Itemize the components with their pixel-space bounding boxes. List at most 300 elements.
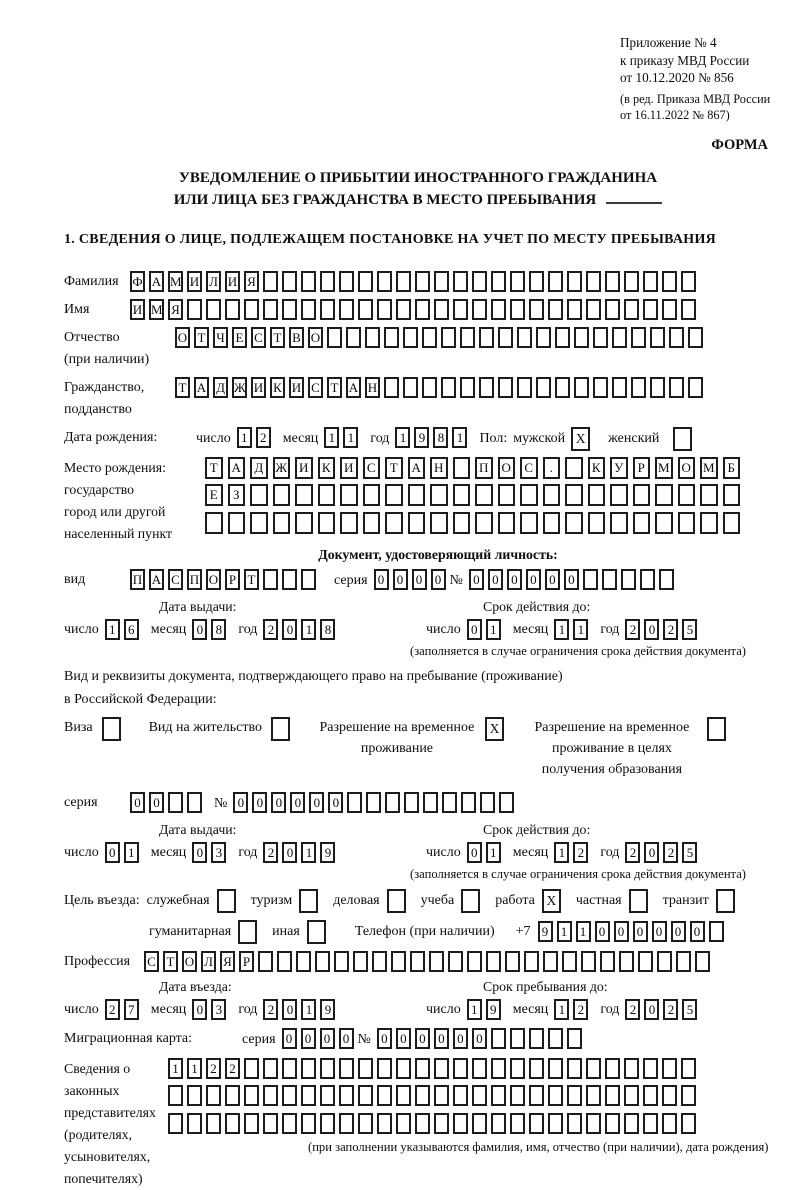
surname-char-box[interactable]	[358, 271, 373, 292]
legal-reps-char-box[interactable]	[225, 1085, 240, 1106]
legal-reps-char-box[interactable]	[567, 1085, 582, 1106]
legal-reps-char-box[interactable]	[453, 1085, 468, 1106]
legal-reps-char-box[interactable]	[339, 1058, 354, 1079]
legal-reps-char-box[interactable]	[643, 1113, 658, 1134]
legal-reps-char-box[interactable]	[624, 1113, 639, 1134]
residence-number-box[interactable]: 0	[309, 792, 324, 813]
phone-digit-box[interactable]	[709, 921, 724, 942]
birthplace-char-box[interactable]	[498, 512, 516, 534]
legal-reps-char-box[interactable]: 2	[206, 1058, 221, 1079]
given-name-char-box[interactable]	[396, 299, 411, 320]
legal-reps-char-box[interactable]	[415, 1085, 430, 1106]
birthplace-char-box[interactable]	[430, 484, 448, 506]
citizenship-char-box[interactable]	[650, 377, 665, 398]
patronymic-char-box[interactable]	[555, 327, 570, 348]
given-name-char-box[interactable]	[453, 299, 468, 320]
doc-number-box[interactable]: 0	[564, 569, 579, 590]
patronymic-char-box[interactable]	[365, 327, 380, 348]
surname-char-box[interactable]	[681, 271, 696, 292]
legal-reps-char-box[interactable]	[567, 1058, 582, 1079]
legal-reps-char-box[interactable]	[472, 1085, 487, 1106]
legal-reps-char-box[interactable]	[662, 1113, 677, 1134]
legal-reps-char-box[interactable]	[605, 1113, 620, 1134]
valid-year-box[interactable]: 5	[682, 619, 697, 640]
citizenship-char-box[interactable]: Т	[327, 377, 342, 398]
birthplace-char-box[interactable]	[700, 512, 718, 534]
doc-series-box[interactable]: 0	[393, 569, 408, 590]
legal-reps-char-box[interactable]	[434, 1085, 449, 1106]
birthplace-char-box[interactable]: П	[475, 457, 493, 479]
birthplace-char-box[interactable]	[408, 512, 426, 534]
patronymic-char-box[interactable]: О	[308, 327, 323, 348]
valid-day-box[interactable]: 1	[486, 619, 501, 640]
birthplace-char-box[interactable]	[228, 512, 246, 534]
phone-digit-box[interactable]: 0	[690, 921, 705, 942]
stay-month-box[interactable]: 2	[573, 999, 588, 1020]
citizenship-char-box[interactable]	[422, 377, 437, 398]
residence-number-box[interactable]	[461, 792, 476, 813]
issue-day-box[interactable]: 6	[124, 619, 139, 640]
legal-reps-char-box[interactable]	[320, 1058, 335, 1079]
doc-number-box[interactable]: 0	[507, 569, 522, 590]
phone-digit-box[interactable]: 0	[671, 921, 686, 942]
surname-char-box[interactable]	[567, 271, 582, 292]
surname-char-box[interactable]	[396, 271, 411, 292]
patronymic-char-box[interactable]	[612, 327, 627, 348]
birthplace-char-box[interactable]: Д	[250, 457, 268, 479]
citizenship-char-box[interactable]	[631, 377, 646, 398]
birthplace-char-box[interactable]: Р	[633, 457, 651, 479]
citizenship-char-box[interactable]	[384, 377, 399, 398]
legal-reps-char-box[interactable]	[681, 1058, 696, 1079]
patronymic-char-box[interactable]: Т	[270, 327, 285, 348]
issue-year-box[interactable]: 0	[282, 842, 297, 863]
given-name-char-box[interactable]	[529, 299, 544, 320]
migration-number-box[interactable]	[491, 1028, 506, 1049]
patronymic-char-box[interactable]	[346, 327, 361, 348]
surname-char-box[interactable]	[453, 271, 468, 292]
entry-year-box[interactable]: 2	[263, 999, 278, 1020]
legal-reps-char-box[interactable]	[567, 1113, 582, 1134]
legal-reps-char-box[interactable]	[301, 1113, 316, 1134]
issue-month-box[interactable]: 8	[211, 619, 226, 640]
birthplace-char-box[interactable]	[723, 512, 741, 534]
legal-reps-char-box[interactable]: 1	[168, 1058, 183, 1079]
profession-char-box[interactable]	[410, 951, 425, 972]
birthplace-char-box[interactable]	[520, 484, 538, 506]
citizenship-char-box[interactable]: Ж	[232, 377, 247, 398]
legal-reps-char-box[interactable]	[263, 1085, 278, 1106]
birthplace-char-box[interactable]	[610, 512, 628, 534]
issue-year-box[interactable]: 2	[263, 842, 278, 863]
surname-char-box[interactable]	[415, 271, 430, 292]
birthplace-char-box[interactable]	[655, 484, 673, 506]
issue-day-box[interactable]: 1	[124, 842, 139, 863]
birthplace-char-box[interactable]: М	[655, 457, 673, 479]
surname-char-box[interactable]	[643, 271, 658, 292]
legal-reps-char-box[interactable]	[244, 1113, 259, 1134]
birthplace-char-box[interactable]	[273, 484, 291, 506]
legal-reps-char-box[interactable]	[301, 1058, 316, 1079]
patronymic-char-box[interactable]: С	[251, 327, 266, 348]
birthplace-char-box[interactable]: Ж	[273, 457, 291, 479]
birthplace-char-box[interactable]: Т	[385, 457, 403, 479]
citizenship-char-box[interactable]	[688, 377, 703, 398]
migration-series-box[interactable]: 0	[320, 1028, 335, 1049]
birthplace-char-box[interactable]: А	[408, 457, 426, 479]
profession-char-box[interactable]	[676, 951, 691, 972]
doc-type-char-box[interactable]: П	[130, 569, 145, 590]
profession-char-box[interactable]	[448, 951, 463, 972]
given-name-char-box[interactable]	[187, 299, 202, 320]
surname-char-box[interactable]	[263, 271, 278, 292]
given-name-char-box[interactable]: М	[149, 299, 164, 320]
given-name-char-box[interactable]	[624, 299, 639, 320]
citizenship-char-box[interactable]	[574, 377, 589, 398]
doc-type-char-box[interactable]	[301, 569, 316, 590]
doc-type-char-box[interactable]: П	[187, 569, 202, 590]
profession-char-box[interactable]	[486, 951, 501, 972]
phone-digit-box[interactable]: 9	[538, 921, 553, 942]
phone-digit-box[interactable]: 1	[557, 921, 572, 942]
birthplace-char-box[interactable]	[385, 484, 403, 506]
legal-reps-char-box[interactable]	[586, 1058, 601, 1079]
birthplace-char-box[interactable]	[250, 484, 268, 506]
birthplace-char-box[interactable]: И	[340, 457, 358, 479]
migration-number-box[interactable]: 0	[453, 1028, 468, 1049]
birthplace-char-box[interactable]	[565, 484, 583, 506]
legal-reps-char-box[interactable]	[168, 1113, 183, 1134]
birthplace-char-box[interactable]	[633, 512, 651, 534]
profession-char-box[interactable]	[467, 951, 482, 972]
doc-number-box[interactable]: 0	[545, 569, 560, 590]
legal-reps-char-box[interactable]	[662, 1058, 677, 1079]
birthplace-char-box[interactable]: Т	[205, 457, 223, 479]
given-name-char-box[interactable]	[244, 299, 259, 320]
residence-number-box[interactable]: 0	[233, 792, 248, 813]
birthplace-char-box[interactable]	[340, 484, 358, 506]
legal-reps-char-box[interactable]	[548, 1113, 563, 1134]
legal-reps-char-box[interactable]: 1	[187, 1058, 202, 1079]
given-name-char-box[interactable]	[263, 299, 278, 320]
birthplace-char-box[interactable]	[520, 512, 538, 534]
given-name-char-box[interactable]: Я	[168, 299, 183, 320]
birthplace-char-box[interactable]	[543, 484, 561, 506]
patronymic-char-box[interactable]	[669, 327, 684, 348]
migration-number-box[interactable]	[510, 1028, 525, 1049]
citizenship-char-box[interactable]	[403, 377, 418, 398]
legal-reps-char-box[interactable]	[434, 1113, 449, 1134]
profession-char-box[interactable]	[524, 951, 539, 972]
migration-number-box[interactable]: 0	[377, 1028, 392, 1049]
residence-number-box[interactable]: 0	[271, 792, 286, 813]
birth-month-box[interactable]: 1	[324, 427, 339, 448]
purpose-private-checkbox[interactable]	[629, 889, 648, 913]
legal-reps-char-box[interactable]	[320, 1113, 335, 1134]
legal-reps-char-box[interactable]	[586, 1085, 601, 1106]
legal-reps-char-box[interactable]	[510, 1113, 525, 1134]
profession-char-box[interactable]: Р	[239, 951, 254, 972]
stay-year-box[interactable]: 2	[663, 999, 678, 1020]
birthplace-char-box[interactable]	[453, 457, 471, 479]
legal-reps-char-box[interactable]	[168, 1085, 183, 1106]
profession-char-box[interactable]	[258, 951, 273, 972]
legal-reps-char-box[interactable]	[472, 1058, 487, 1079]
legal-reps-char-box[interactable]	[681, 1113, 696, 1134]
surname-char-box[interactable]	[624, 271, 639, 292]
patronymic-char-box[interactable]	[441, 327, 456, 348]
citizenship-char-box[interactable]: А	[346, 377, 361, 398]
legal-reps-char-box[interactable]	[301, 1085, 316, 1106]
legal-reps-char-box[interactable]	[244, 1058, 259, 1079]
birthplace-char-box[interactable]: О	[498, 457, 516, 479]
legal-reps-char-box[interactable]	[529, 1085, 544, 1106]
legal-reps-char-box[interactable]	[320, 1085, 335, 1106]
profession-char-box[interactable]	[353, 951, 368, 972]
doc-number-box[interactable]	[583, 569, 598, 590]
residence-number-box[interactable]	[499, 792, 514, 813]
purpose-transit-checkbox[interactable]	[716, 889, 735, 913]
birthplace-char-box[interactable]	[318, 512, 336, 534]
surname-char-box[interactable]	[339, 271, 354, 292]
patronymic-char-box[interactable]	[574, 327, 589, 348]
residence-number-box[interactable]	[385, 792, 400, 813]
purpose-tourism-checkbox[interactable]	[299, 889, 318, 913]
legal-reps-char-box[interactable]	[377, 1058, 392, 1079]
migration-series-box[interactable]: 0	[301, 1028, 316, 1049]
entry-year-box[interactable]: 1	[301, 999, 316, 1020]
birthplace-char-box[interactable]: Е	[205, 484, 223, 506]
surname-char-box[interactable]: Я	[244, 271, 259, 292]
birthplace-char-box[interactable]: О	[678, 457, 696, 479]
given-name-char-box[interactable]	[510, 299, 525, 320]
legal-reps-char-box[interactable]	[282, 1085, 297, 1106]
legal-reps-char-box[interactable]	[605, 1085, 620, 1106]
surname-char-box[interactable]: Л	[206, 271, 221, 292]
birthplace-char-box[interactable]	[408, 484, 426, 506]
residence-number-box[interactable]	[442, 792, 457, 813]
birth-month-box[interactable]: 1	[343, 427, 358, 448]
birthplace-char-box[interactable]	[273, 512, 291, 534]
migration-number-box[interactable]	[548, 1028, 563, 1049]
legal-reps-char-box[interactable]	[624, 1085, 639, 1106]
given-name-char-box[interactable]	[586, 299, 601, 320]
legal-reps-char-box[interactable]	[662, 1085, 677, 1106]
migration-number-box[interactable]	[529, 1028, 544, 1049]
citizenship-char-box[interactable]	[460, 377, 475, 398]
birthplace-char-box[interactable]	[385, 512, 403, 534]
surname-char-box[interactable]: М	[168, 271, 183, 292]
legal-reps-char-box[interactable]	[415, 1113, 430, 1134]
citizenship-char-box[interactable]	[441, 377, 456, 398]
entry-day-box[interactable]: 2	[105, 999, 120, 1020]
stay-month-box[interactable]: 1	[554, 999, 569, 1020]
legal-reps-char-box[interactable]	[225, 1113, 240, 1134]
citizenship-char-box[interactable]: К	[270, 377, 285, 398]
legal-reps-char-box[interactable]	[453, 1113, 468, 1134]
residence-number-box[interactable]	[404, 792, 419, 813]
birthplace-char-box[interactable]	[588, 484, 606, 506]
patronymic-char-box[interactable]	[498, 327, 513, 348]
surname-char-box[interactable]	[301, 271, 316, 292]
given-name-char-box[interactable]	[434, 299, 449, 320]
patronymic-char-box[interactable]: О	[175, 327, 190, 348]
legal-reps-char-box[interactable]	[206, 1085, 221, 1106]
surname-char-box[interactable]	[320, 271, 335, 292]
doc-type-char-box[interactable]: Т	[244, 569, 259, 590]
birthplace-char-box[interactable]	[363, 512, 381, 534]
legal-reps-char-box[interactable]	[453, 1058, 468, 1079]
birthplace-char-box[interactable]: Н	[430, 457, 448, 479]
legal-reps-char-box[interactable]	[510, 1058, 525, 1079]
given-name-char-box[interactable]	[567, 299, 582, 320]
legal-reps-char-box[interactable]	[548, 1058, 563, 1079]
legal-reps-char-box[interactable]	[643, 1085, 658, 1106]
legal-reps-char-box[interactable]	[282, 1113, 297, 1134]
patronymic-char-box[interactable]	[460, 327, 475, 348]
profession-char-box[interactable]	[372, 951, 387, 972]
residence-series-box[interactable]: 0	[130, 792, 145, 813]
patronymic-char-box[interactable]	[650, 327, 665, 348]
patronymic-char-box[interactable]: Ч	[213, 327, 228, 348]
doc-number-box[interactable]	[602, 569, 617, 590]
legal-reps-char-box[interactable]	[624, 1058, 639, 1079]
temporary-residence-education-checkbox[interactable]	[707, 717, 726, 741]
citizenship-char-box[interactable]	[593, 377, 608, 398]
issue-day-box[interactable]: 0	[105, 842, 120, 863]
birthplace-char-box[interactable]: М	[700, 457, 718, 479]
issue-year-box[interactable]: 2	[263, 619, 278, 640]
legal-reps-char-box[interactable]	[415, 1058, 430, 1079]
birthplace-char-box[interactable]	[363, 484, 381, 506]
legal-reps-char-box[interactable]	[510, 1085, 525, 1106]
valid-month-box[interactable]: 1	[573, 619, 588, 640]
birthplace-char-box[interactable]	[295, 484, 313, 506]
doc-series-box[interactable]: 0	[431, 569, 446, 590]
surname-char-box[interactable]	[491, 271, 506, 292]
birthplace-char-box[interactable]: И	[295, 457, 313, 479]
citizenship-char-box[interactable]	[479, 377, 494, 398]
doc-type-char-box[interactable]: Р	[225, 569, 240, 590]
issue-year-box[interactable]: 9	[320, 842, 335, 863]
patronymic-char-box[interactable]	[479, 327, 494, 348]
birthplace-char-box[interactable]: У	[610, 457, 628, 479]
doc-series-box[interactable]: 0	[374, 569, 389, 590]
birthplace-char-box[interactable]: К	[318, 457, 336, 479]
surname-char-box[interactable]	[377, 271, 392, 292]
surname-char-box[interactable]	[662, 271, 677, 292]
residence-series-box[interactable]	[187, 792, 202, 813]
profession-char-box[interactable]	[296, 951, 311, 972]
legal-reps-char-box[interactable]	[339, 1113, 354, 1134]
birthplace-char-box[interactable]	[633, 484, 651, 506]
legal-reps-char-box[interactable]	[529, 1058, 544, 1079]
entry-month-box[interactable]: 0	[192, 999, 207, 1020]
citizenship-char-box[interactable]: С	[308, 377, 323, 398]
birthplace-char-box[interactable]	[723, 484, 741, 506]
legal-reps-char-box[interactable]	[358, 1113, 373, 1134]
legal-reps-char-box[interactable]	[339, 1085, 354, 1106]
residence-number-box[interactable]: 0	[328, 792, 343, 813]
birth-day-box[interactable]: 2	[256, 427, 271, 448]
patronymic-char-box[interactable]: Е	[232, 327, 247, 348]
given-name-char-box[interactable]	[206, 299, 221, 320]
legal-reps-char-box[interactable]	[548, 1085, 563, 1106]
given-name-char-box[interactable]	[491, 299, 506, 320]
issue-year-box[interactable]: 8	[320, 619, 335, 640]
birthplace-char-box[interactable]	[565, 512, 583, 534]
patronymic-char-box[interactable]: В	[289, 327, 304, 348]
given-name-char-box[interactable]	[472, 299, 487, 320]
given-name-char-box[interactable]	[415, 299, 430, 320]
citizenship-char-box[interactable]	[498, 377, 513, 398]
migration-number-box[interactable]: 0	[434, 1028, 449, 1049]
purpose-humanitarian-checkbox[interactable]	[238, 920, 257, 944]
patronymic-char-box[interactable]	[536, 327, 551, 348]
issue-year-box[interactable]: 0	[282, 619, 297, 640]
birth-year-box[interactable]: 8	[433, 427, 448, 448]
profession-char-box[interactable]	[429, 951, 444, 972]
profession-char-box[interactable]: Л	[201, 951, 216, 972]
given-name-char-box[interactable]: И	[130, 299, 145, 320]
surname-char-box[interactable]	[548, 271, 563, 292]
stay-year-box[interactable]: 2	[625, 999, 640, 1020]
migration-series-box[interactable]: 0	[282, 1028, 297, 1049]
doc-number-box[interactable]	[621, 569, 636, 590]
valid-day-box[interactable]: 0	[467, 619, 482, 640]
profession-char-box[interactable]	[657, 951, 672, 972]
birth-year-box[interactable]: 1	[395, 427, 410, 448]
profession-char-box[interactable]: Т	[163, 951, 178, 972]
valid-year-box[interactable]: 2	[625, 842, 640, 863]
legal-reps-char-box[interactable]	[358, 1058, 373, 1079]
surname-char-box[interactable]	[586, 271, 601, 292]
doc-number-box[interactable]	[640, 569, 655, 590]
patronymic-char-box[interactable]	[517, 327, 532, 348]
birthplace-char-box[interactable]	[205, 512, 223, 534]
issue-month-box[interactable]: 3	[211, 842, 226, 863]
given-name-char-box[interactable]	[377, 299, 392, 320]
residence-permit-checkbox[interactable]	[271, 717, 290, 741]
stay-day-box[interactable]: 1	[467, 999, 482, 1020]
given-name-char-box[interactable]	[605, 299, 620, 320]
birthplace-char-box[interactable]: А	[228, 457, 246, 479]
surname-char-box[interactable]	[472, 271, 487, 292]
birthplace-char-box[interactable]	[565, 457, 583, 479]
birthplace-char-box[interactable]	[250, 512, 268, 534]
residence-series-box[interactable]	[168, 792, 183, 813]
profession-char-box[interactable]	[562, 951, 577, 972]
surname-char-box[interactable]	[510, 271, 525, 292]
valid-year-box[interactable]: 5	[682, 842, 697, 863]
given-name-char-box[interactable]	[358, 299, 373, 320]
residence-number-box[interactable]	[423, 792, 438, 813]
legal-reps-char-box[interactable]	[187, 1113, 202, 1134]
issue-month-box[interactable]: 0	[192, 619, 207, 640]
phone-digit-box[interactable]: 1	[576, 921, 591, 942]
given-name-char-box[interactable]	[548, 299, 563, 320]
valid-month-box[interactable]: 2	[573, 842, 588, 863]
visa-checkbox[interactable]	[102, 717, 121, 741]
birthplace-char-box[interactable]	[475, 512, 493, 534]
birth-year-box[interactable]: 9	[414, 427, 429, 448]
legal-reps-char-box[interactable]	[377, 1113, 392, 1134]
legal-reps-char-box[interactable]	[263, 1058, 278, 1079]
legal-reps-char-box[interactable]	[586, 1113, 601, 1134]
entry-year-box[interactable]: 0	[282, 999, 297, 1020]
residence-series-box[interactable]: 0	[149, 792, 164, 813]
profession-char-box[interactable]	[638, 951, 653, 972]
